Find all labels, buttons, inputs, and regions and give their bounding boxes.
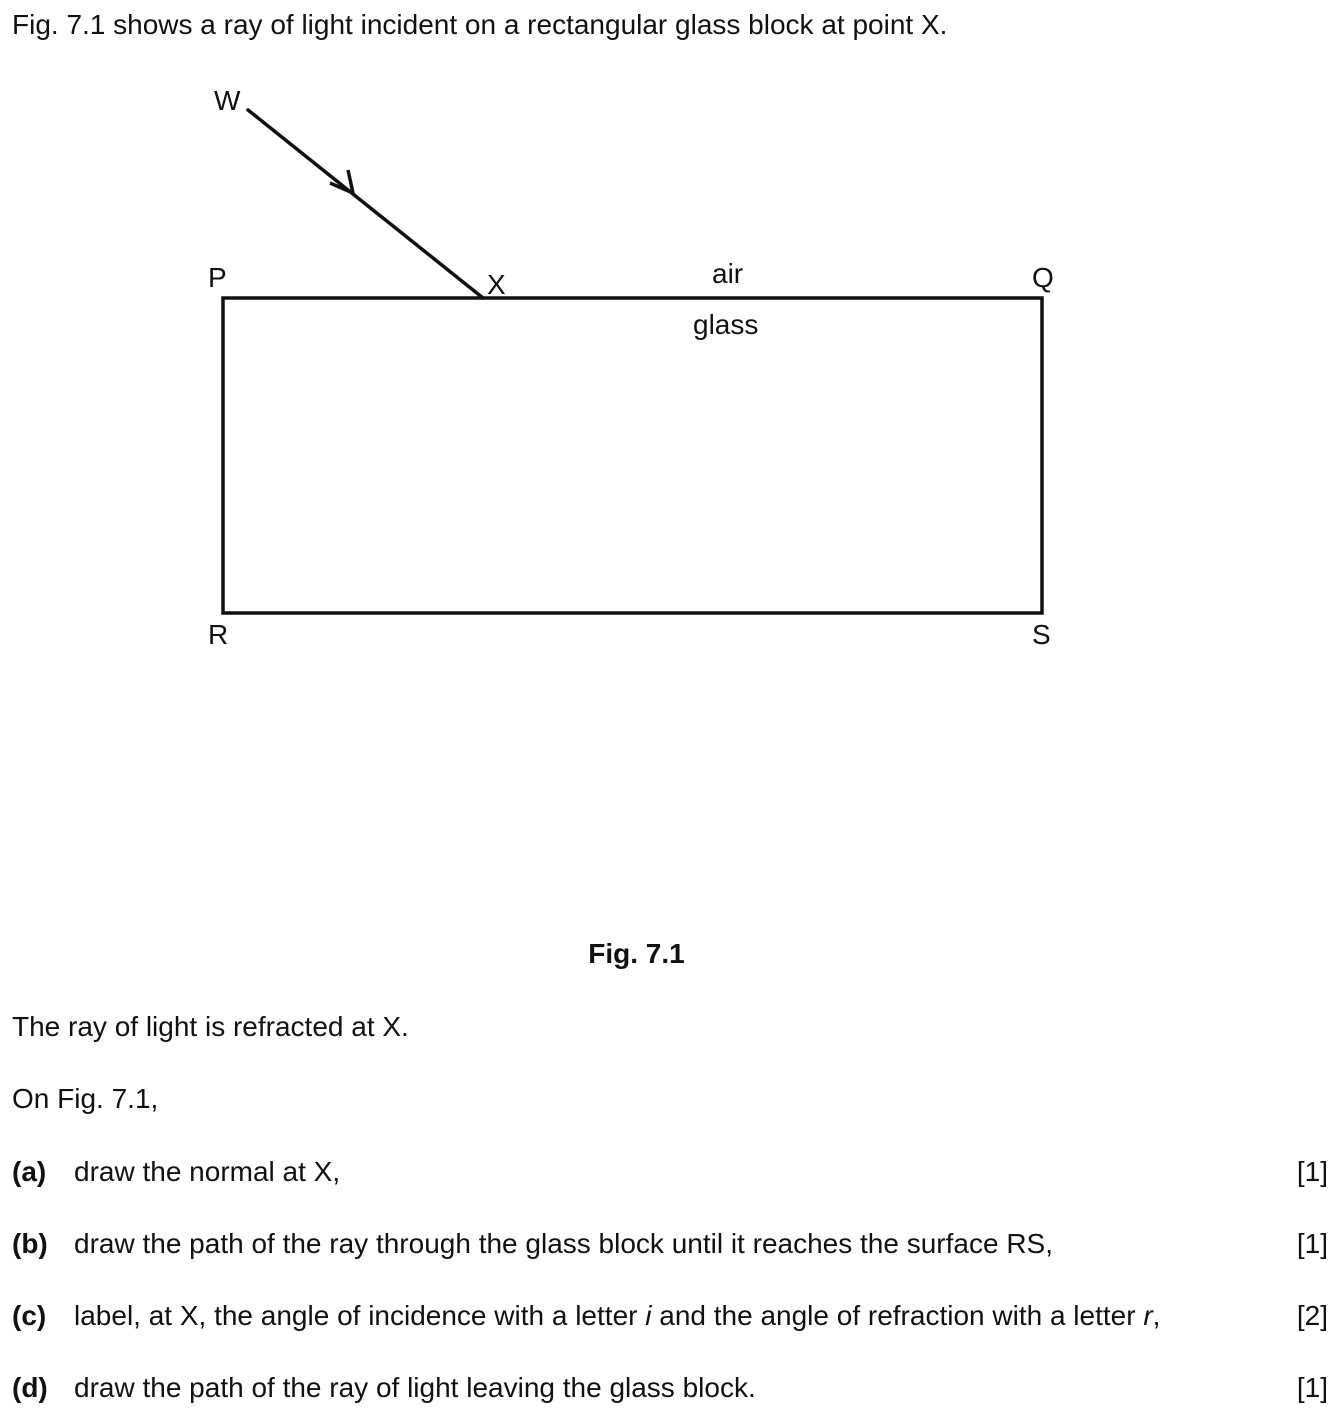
instruction-text: On Fig. 7.1, <box>12 1083 159 1114</box>
glass-block <box>223 298 1042 613</box>
figure-caption: Fig. 7.1 <box>588 938 685 969</box>
question-text-part: label, at X, the angle of incidence with a letter <box>74 1300 646 1331</box>
statement-text: The ray of light is refracted at X. <box>12 1011 409 1042</box>
incident-ray <box>248 110 483 298</box>
question-b <box>12 1227 1328 1261</box>
question-letter: (c) <box>12 1300 47 1331</box>
question-text-part: and the angle of refraction with a letter <box>651 1300 1144 1331</box>
question-text: draw the path of the ray of light leaving the glass block. <box>74 1372 756 1403</box>
question-letter: (d) <box>12 1372 48 1403</box>
label-r: R <box>208 619 229 650</box>
label-x: X <box>487 269 506 300</box>
label-q: Q <box>1032 262 1054 293</box>
question-marks: [1] <box>1296 1228 1328 1259</box>
question-text: draw the normal at X, <box>74 1156 341 1187</box>
italic-letter-r: r <box>1143 1300 1153 1331</box>
question-text: draw the path of the ray through the glass block until it reaches the surface RS, <box>74 1228 1053 1259</box>
question-marks: [1] <box>1296 1156 1328 1187</box>
question-letter: (b) <box>12 1228 48 1259</box>
italic-letter-i: i <box>645 1300 652 1331</box>
question-c <box>12 1299 1328 1333</box>
question-marks: [2] <box>1296 1300 1328 1331</box>
label-p: P <box>208 262 227 293</box>
label-glass: glass <box>693 309 759 340</box>
question-letter: (a) <box>12 1156 47 1187</box>
question-a <box>12 1155 1328 1189</box>
question-marks: [1] <box>1296 1372 1328 1403</box>
intro-text: Fig. 7.1 shows a ray of light incident on a rectangular glass block at point X. <box>12 9 948 40</box>
question-d <box>12 1371 1328 1405</box>
label-w: W <box>214 85 241 116</box>
label-air: air <box>712 258 744 289</box>
question-text-part: , <box>1152 1300 1161 1331</box>
question-text <box>74 1299 1160 1333</box>
label-s: S <box>1032 619 1051 650</box>
